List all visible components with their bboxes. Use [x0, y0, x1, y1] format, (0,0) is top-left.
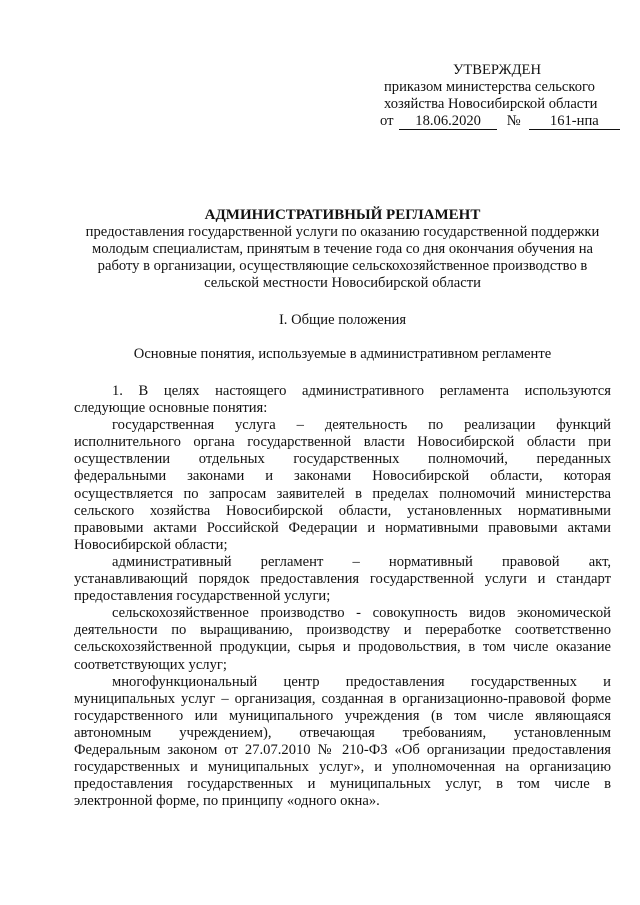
- body-line: автономным учреждением), отвечающая требованиям, установленным: [74, 724, 611, 741]
- approval-number-sign: №: [506, 113, 521, 130]
- approval-line-2: хозяйства Новосибирской области: [384, 96, 598, 113]
- subtitle-line: молодым специалистам, принятым в течение года со дня окончания обучения на: [91, 241, 593, 258]
- body-line: государственного или муниципального учреждения (в том числе являющаяся: [74, 707, 611, 724]
- body-line: Федеральным законом от 27.07.2010 № 210-ФЗ «Об организации предоставления: [74, 741, 611, 758]
- body-line: правовыми актами Российской Федерации и нормативными правовыми актами: [74, 519, 611, 536]
- body-line: осуществлении отдельных государственных полномочий, переданных: [74, 451, 611, 468]
- approval-line-1: приказом министерства сельского: [384, 79, 595, 96]
- body-line: соответствующих услуг;: [74, 656, 227, 673]
- body-line: сельскохозяйственное производство - совокупность видов экономической: [112, 605, 611, 622]
- body-line: сельского хозяйства Новосибирской области, установленных нормативными: [74, 502, 611, 519]
- body-line: исполнительного органа государственной власти Новосибирской области при: [74, 434, 611, 451]
- body-line: многофункциональный центр предоставления государственных и: [112, 673, 611, 690]
- body-line: муниципальных услуг – организация, созданная в организационно-правовой форме: [74, 690, 611, 707]
- subtitle-line: сельской местности Новосибирской области: [204, 275, 481, 292]
- body-line: государственная услуга – деятельность по реализации функций: [112, 417, 611, 434]
- body-line: деятельности по выращиванию, производству и переработке соответственно: [74, 622, 611, 639]
- body-line: устанавливающий порядок предоставления государственной услуги и стандарт: [74, 571, 611, 588]
- approval-from-label: от: [380, 113, 394, 130]
- subtitle-line: предоставления государственной услуги по оказанию государственной поддержки: [85, 224, 600, 240]
- document-title: АДМИНИСТРАТИВНЫЙ РЕГЛАМЕНТ: [204, 207, 481, 223]
- subtitle-line: работу в организации, осуществляющие сельскохозяйственное производство в: [97, 258, 588, 275]
- body-line: предоставления государственных и муниципальных услуг, в том числе в: [74, 776, 611, 793]
- body-line: федеральными законами и законами Новосибирской области, которая: [74, 468, 611, 485]
- approval-date: 18.06.2020: [399, 114, 496, 130]
- approval-stamp: [380, 62, 620, 130]
- document-body: [74, 383, 611, 810]
- section-heading: I. Общие положения: [278, 312, 407, 328]
- body-line: государственных и муниципальных услуг», и уполномоченная на организацию: [74, 759, 611, 776]
- body-line: Новосибирской области;: [74, 536, 228, 553]
- approval-number: 161-нпа: [529, 114, 620, 130]
- body-line: осуществляется по запросам заявителей в пределах полномочий министерства: [74, 485, 611, 502]
- body-line: административный регламент – нормативный правовой акт,: [112, 553, 611, 570]
- body-line: следующие основные понятия:: [74, 400, 268, 417]
- subsection-heading: Основные понятия, используемые в административном регламенте: [133, 346, 552, 362]
- approval-title: УТВЕРЖДЕН: [453, 62, 541, 78]
- document-subtitle: [60, 224, 625, 292]
- body-line: сельскохозяйственной продукции, сырья и продовольствия, в том числе оказание: [74, 639, 611, 656]
- body-line: 1. В целях настоящего административного регламента используются: [112, 383, 611, 399]
- approval-date-row: [380, 113, 620, 130]
- body-line: электронной форме, по принципу «одного окна».: [74, 793, 380, 810]
- body-line: предоставления государственной услуги;: [74, 588, 331, 605]
